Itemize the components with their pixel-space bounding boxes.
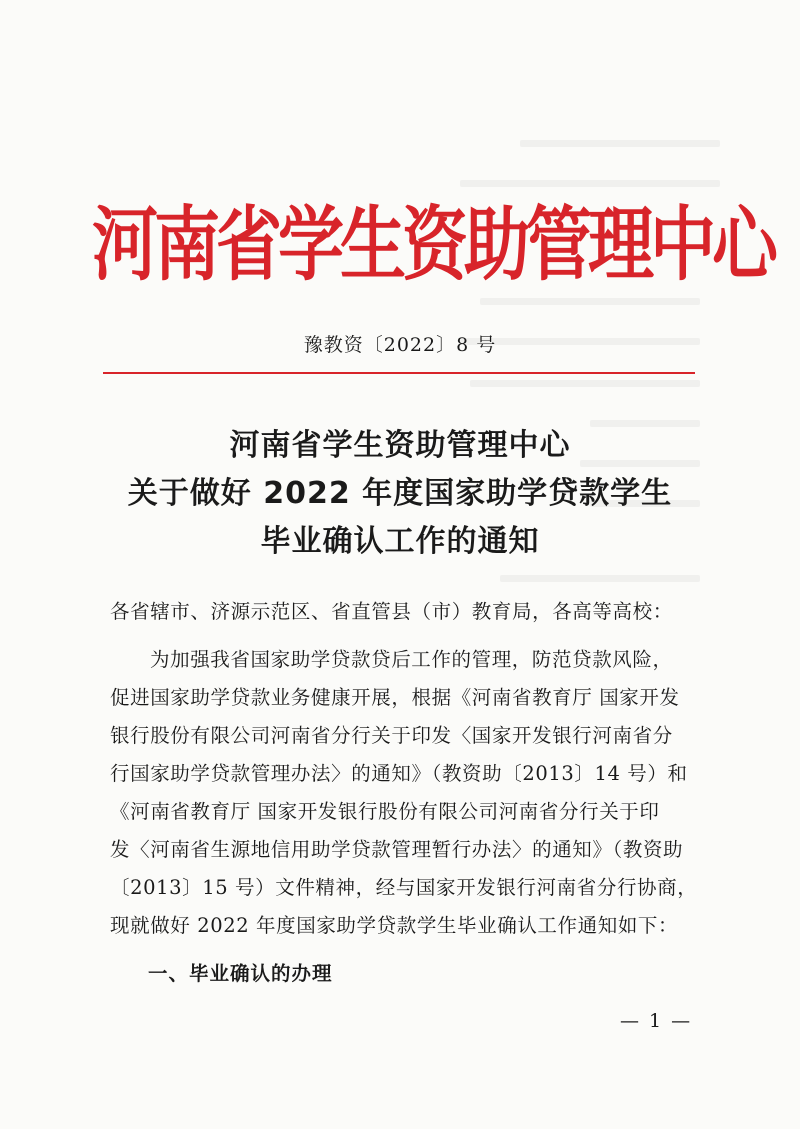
paragraph-line: 促进国家助学贷款业务健康开展，根据《河南省教育厅 国家开发 <box>110 686 680 709</box>
page-number: — 1 — <box>620 1010 693 1032</box>
salutation: 各省辖市、济源示范区、省直管县（市）教育局，各高等高校： <box>110 600 673 623</box>
document-number: 豫教资〔2022〕8 号 <box>303 334 497 356</box>
document-title-line-1: 河南省学生资助管理中心 <box>229 428 571 463</box>
paragraph-line: 《河南省教育厅 国家开发银行股份有限公司河南省分行关于印 <box>110 800 660 823</box>
red-divider-line <box>103 372 695 374</box>
document-title-line-2: 关于做好 2022 年度国家助学贷款学生 <box>127 476 673 511</box>
paragraph-line: 行国家助学贷款管理办法〉的通知》（教资助〔2013〕14 号）和 <box>110 762 688 785</box>
paragraph-line: 发〈河南省生源地信用助学贷款管理暂行办法〉的通知》（教资助 <box>110 838 684 861</box>
paragraph-line: 为加强我省国家助学贷款贷后工作的管理，防范贷款风险， <box>150 648 673 671</box>
document-title-line-3: 毕业确认工作的通知 <box>260 524 540 559</box>
issuing-authority-header: 河南省学生资助管理中心 <box>92 198 774 293</box>
paragraph-line: 〔2013〕15 号）文件精神，经与国家开发银行河南省分行协商， <box>110 876 698 899</box>
paragraph-line: 银行股份有限公司河南省分行关于印发〈国家开发银行河南省分 <box>110 724 673 747</box>
paragraph-line: 现就做好 2022 年度国家助学贷款学生毕业确认工作通知如下： <box>110 914 679 937</box>
section-heading-1: 一、毕业确认的办理 <box>148 962 333 985</box>
